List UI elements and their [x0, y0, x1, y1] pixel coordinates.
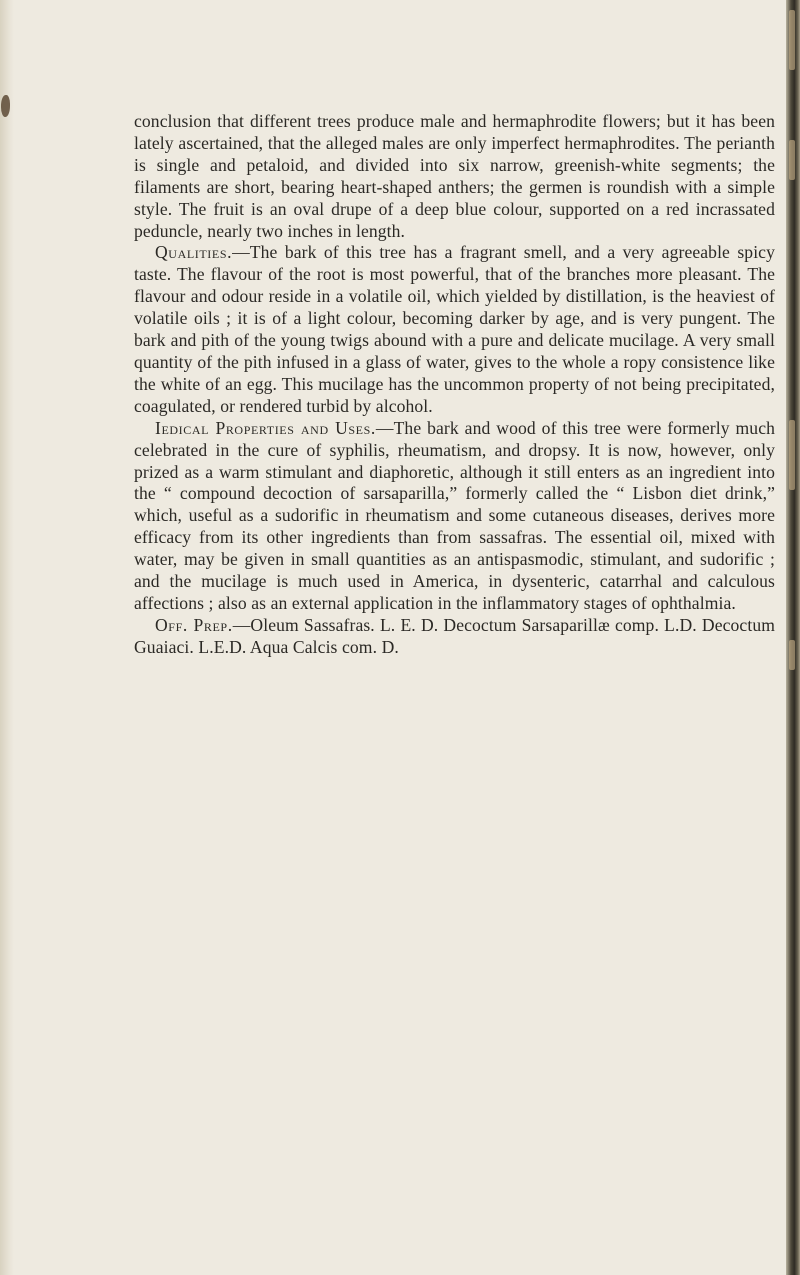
paragraph-official-preparations [134, 615, 775, 659]
paragraph-description [134, 111, 775, 242]
paragraph-text: —Oleum Sassafras. L. E. D. Decoctum Sarsaparillæ comp. L.D. Decoctum Guaiaci. L.E.D. Aqua Calcis com. D. [134, 614, 776, 657]
page-left-edge [0, 0, 14, 1275]
edge-speck [789, 10, 795, 70]
section-heading-medical-properties: Iedical Properties and Uses. [155, 417, 376, 438]
body-text [134, 111, 775, 659]
section-heading-official-preparations: Off. Prep. [155, 614, 233, 635]
paragraph-medical-properties [134, 418, 775, 615]
ink-stain-mark [1, 95, 10, 117]
edge-speck [789, 420, 795, 490]
section-heading-qualities: Qualities. [155, 242, 233, 263]
page-right-edge-binding [786, 0, 800, 1275]
edge-speck [789, 640, 795, 670]
paragraph-text: conclusion that different trees produce male and hermaphrodite flowers; but it has been lately ascertained, that the alleged males are only imperfect hermaphrodites. The perianth is single and petaloid, and divided into six narrow, greenish-white segments; the filaments are short, bearing heart-shaped anthers; the germen is roundish with a simple style. The fruit is an oval drupe of a deep blue colour, supported on a red incrassated peduncle, nearly two inches in length. [134, 111, 775, 241]
paragraph-qualities [134, 242, 775, 417]
paragraph-text: —The bark of this tree has a fragrant smell, and a very agreeable spicy taste. The flavour of the root is most powerful, that of the branches more pleasant. The flavour and odour reside in a volatile oil, which yielded by distillation, is the heaviest of volatile oils ; it is of a light colour, becoming darker by age, and is very pungent. The bark and pith of the young twigs abound with a pure and delicate mucilage. A very small quantity of the pith infused in a glass of water, gives to the whole a ropy consistence like the white of an egg. This mucilage has the uncommon property of not being precipitated, coagulated, or rendered turbid by alcohol. [134, 242, 775, 416]
edge-speck [789, 140, 795, 180]
paragraph-text: —The bark and wood of this tree were formerly much celebrated in the cure of syphilis, rheumatism, and dropsy. It is now, however, only prized as a warm stimulant and diaphoretic, although it still enters as an ingredient into the “ compound decoction of sarsaparilla,” formerly called the “ Lisbon diet drink,” which, useful as a sudorific in rheumatism and some cutaneous diseases, derives more efficacy from its other ingredients than from sassafras. The essential oil, mixed with water, may be given in small quantities as an antispasmodic, stimulant, and sudorific ; and the mucilage is much used in America, in dysenteric, catarrhal and calculous affections ; also as an external application in the inflammatory stages of ophthalmia. [134, 417, 775, 613]
